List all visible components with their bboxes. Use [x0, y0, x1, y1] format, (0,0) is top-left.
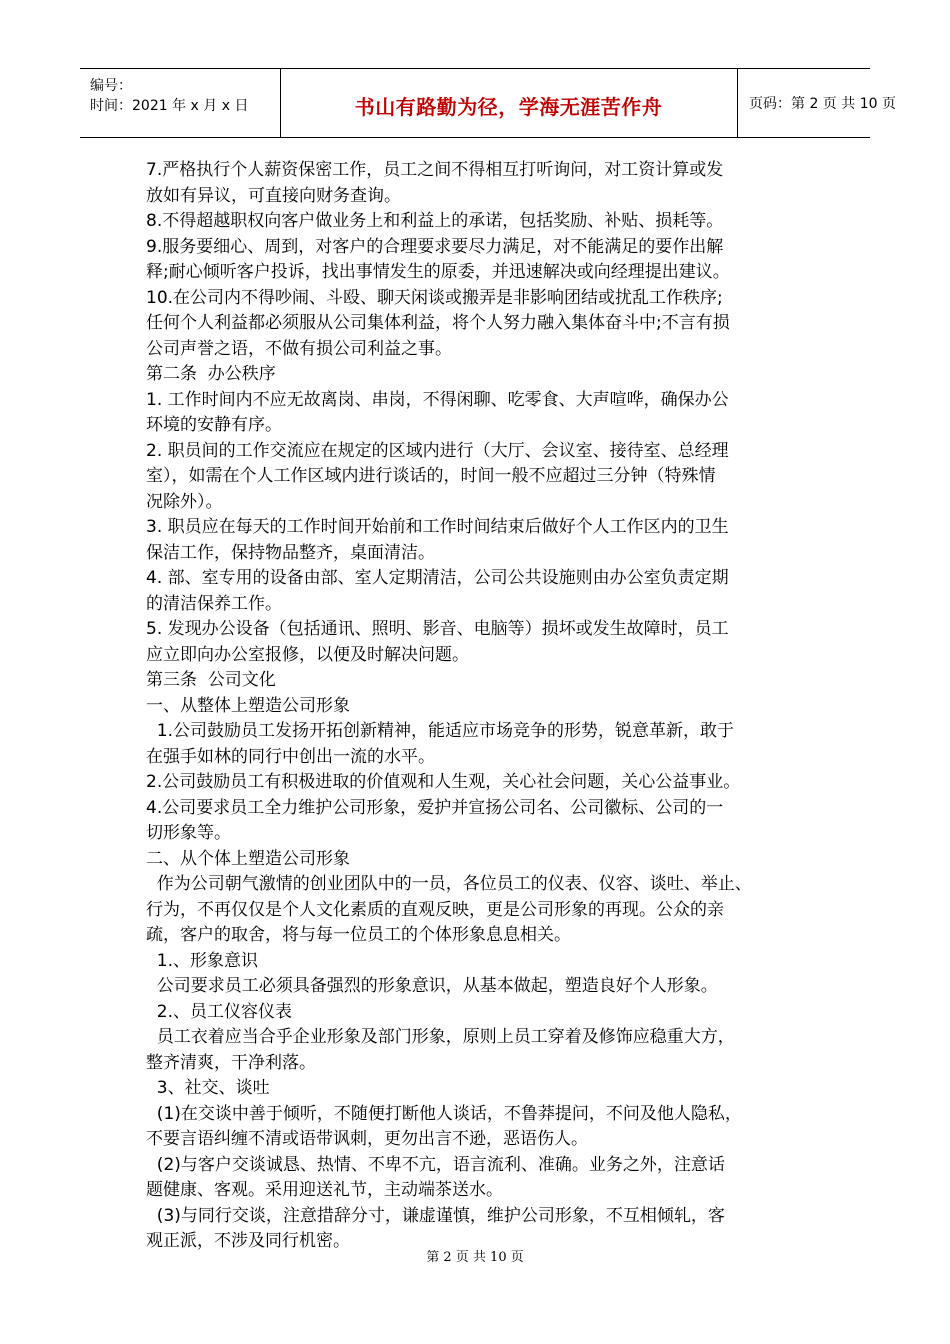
- body-line: 8.不得超越职权向客户做业务上和利益上的承诺，包括奖励、补贴、损耗等。: [146, 211, 724, 231]
- body-line: 第三条 公司文化: [146, 670, 276, 690]
- body-line: 题健康、客观。采用迎送礼节，主动端茶送水。: [146, 1180, 503, 1200]
- body-line: 1.、形象意识: [146, 950, 259, 971]
- body-line: 第二条 办公秩序: [146, 364, 276, 384]
- body-line: 1. 工作时间内不应无故离岗、串岗，不得闲聊、吃零食、大声喧哗，确保办公: [146, 389, 729, 410]
- page-footer: 第 2 页 共 10 页: [426, 1250, 524, 1265]
- body-line: 环境的安静有序。: [146, 415, 282, 435]
- body-line: 3、社交、谈吐: [146, 1078, 270, 1098]
- body-line: 不要言语纠缠不清或语带讽刺，更勿出言不逊，恶语伤人。: [146, 1129, 588, 1149]
- body-line: 10.在公司内不得吵闹、斗殴、聊天闲谈或搬弄是非影响团结或扰乱工作秩序;: [146, 287, 723, 308]
- body-line: 行为，不再仅仅是个人文化素质的直观反映，更是公司形象的再现。公众的亲: [146, 899, 724, 920]
- body-line: 1.公司鼓励员工发扬开拓创新精神，能适应市场竞争的形势，锐意革新，敢于: [146, 721, 735, 741]
- body-line: 7.严格执行个人薪资保密工作，员工之间不得相互打听询问，对工资计算或发: [146, 160, 724, 180]
- body-line: 切形象等。: [146, 823, 231, 843]
- page-header: [80, 68, 896, 138]
- body-line: (1)在交谈中善于倾听，不随便打断他人谈话，不鲁莽提问，不问及他人隐私，: [146, 1103, 742, 1124]
- body-line: 应立即向办公室报修，以便及时解决问题。: [146, 644, 469, 665]
- body-line: 二、从个体上塑造公司形象: [146, 848, 350, 869]
- body-line: 5. 发现办公设备（包括通讯、照明、影音、电脑等）损坏或发生故障时，员工: [146, 619, 729, 639]
- body-line: 公司声誉之语，不做有损公司利益之事。: [146, 338, 452, 359]
- body-line: 观正派，不涉及同行机密。: [146, 1231, 350, 1251]
- body-line: 2. 职员间的工作交流应在规定的区域内进行（大厅、会议室、接待室、总经理: [146, 440, 729, 461]
- body-line: 疏，客户的取舍，将与每一位员工的个体形象息息相关。: [146, 925, 571, 945]
- body-line: 4. 部、室专用的设备由部、室人定期清洁，公司公共设施则由办公室负责定期: [146, 568, 729, 588]
- body-line: 况除外）。: [146, 491, 223, 512]
- body-line: 保洁工作，保持物品整齐，桌面清洁。: [146, 542, 435, 563]
- header-motto: 书山有路勤为径，学海无涯苦作舟: [354, 95, 663, 119]
- body-line: 作为公司朝气激情的创业团队中的一员，各位员工的仪表、仪容、谈吐、举止、: [146, 874, 752, 894]
- body-line: 的清洁保养工作。: [146, 593, 282, 614]
- header-motto-cell: [280, 69, 738, 137]
- header-page-info: 页码：第 2 页 共 10 页: [749, 96, 896, 112]
- body-line: 在强手如林的同行中创出一流的水平。: [146, 746, 435, 767]
- body-line: 一、从整体上塑造公司形象: [146, 695, 350, 716]
- body-line: (3)与同行交谈，注意措辞分寸，谦虚谨慎，维护公司形象，不互相倾轧，客: [146, 1205, 725, 1226]
- body-line: 9.服务要细心、周到，对客户的合理要求要尽力满足，对不能满足的要作出解: [146, 236, 724, 257]
- body-line: 2.、员工仪容仪表: [146, 1001, 293, 1022]
- header-meta-cell: [80, 69, 281, 137]
- body-line: 2.公司鼓励员工有积极进取的价值观和人生观，关心社会问题，关心公益事业。: [146, 772, 741, 792]
- body-line: 3. 职员应在每天的工作时间开始前和工作时间结束后做好个人工作区内的卫生: [146, 517, 729, 537]
- document-date: 时间：2021 年 x 月 x 日: [90, 98, 249, 114]
- document-code-label: 编号：: [90, 78, 132, 94]
- body-line: 释;耐心倾听客户投诉，找出事情发生的原委，并迅速解决或向经理提出建议。: [146, 262, 730, 282]
- body-line: 公司要求员工必须具备强烈的形象意识，从基本做起，塑造良好个人形象。: [146, 976, 718, 996]
- body-line: (2)与客户交谈诚恳、热情、不卑不亢，语言流利、准确。业务之外，注意话: [146, 1154, 725, 1175]
- body-line: 整齐清爽，干净利落。: [146, 1052, 316, 1073]
- body-line: 放如有异议，可直接向财务查询。: [146, 185, 401, 206]
- body-line: 室），如需在个人工作区域内进行谈话的，时间一般不应超过三分钟（特殊情: [146, 466, 716, 486]
- body-line: 员工衣着应当合乎企业形象及部门形象，原则上员工穿着及修饰应稳重大方，: [146, 1027, 735, 1047]
- body-line: 任何个人利益都必须服从公司集体利益，将个人努力融入集体奋斗中;不言有损: [146, 313, 730, 333]
- body-line: 4.公司要求员工全力维护公司形象，爱护并宣扬公司名、公司徽标、公司的一: [146, 797, 724, 818]
- header-page-cell: [737, 69, 896, 137]
- document-body: [146, 158, 806, 1255]
